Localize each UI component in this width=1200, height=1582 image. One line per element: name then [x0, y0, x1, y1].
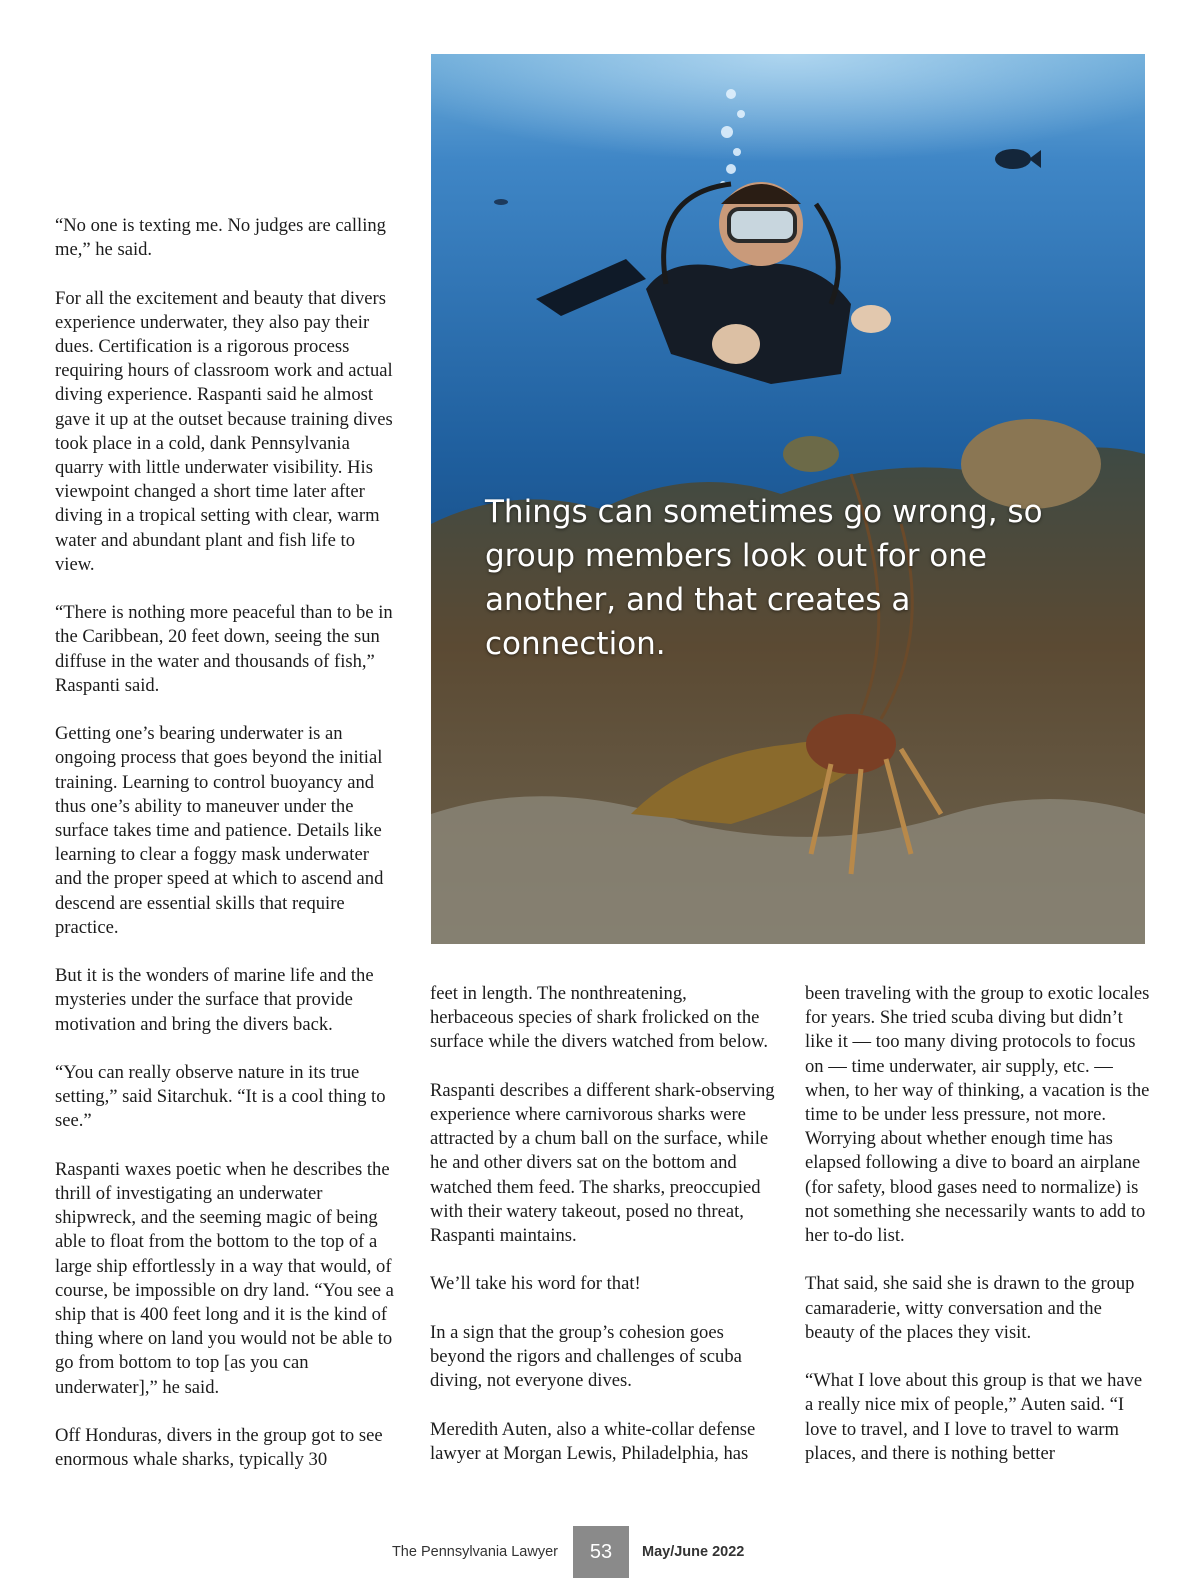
paragraph: In a sign that the group’s cohesion goes beyond the rigors and challenges of scuba diving, not everyone dives. [430, 1321, 742, 1392]
paragraph: “You can really observe nature in its true setting,” said Sitarchuk. “It is a cool thing to see.” [55, 1062, 386, 1132]
paragraph: For all the excitement and beauty that divers experience underwater, they also pay their dues. Certification is a rigorous process requiring hours of classroom work and actual diving experience. Raspanti said he almost gave it up at the outset because training dives took place in a cold, dank Pennsylvania quarry with little underwater visibility. His viewpoint changed a short time later after diving in a tropical setting with clear, warm water and abundant plant and fish life to view. [55, 287, 393, 575]
issue-date: May/June 2022 [642, 1544, 745, 1560]
paragraph: feet in length. The nonthreatening, herbaceous species of shark frolicked on the surface while the divers watched from below. [430, 983, 769, 1053]
paragraph: But it is the wonders of marine life and the mysteries under the surface that provide motivation and bring the divers back. [55, 965, 374, 1035]
paragraph: That said, she said she is drawn to the group camaraderie, witty conversation and the beauty of the places they visit. [805, 1273, 1135, 1343]
paragraph: Meredith Auten, also a white-collar defense lawyer at Morgan Lewis, Philadelphia, has [430, 1418, 756, 1464]
paragraph: “There is nothing more peaceful than to be in the Caribbean, 20 feet down, seeing the sun diffuse in the water and thousands of fish,” Raspanti said. [55, 602, 393, 696]
article-column-1 [55, 214, 395, 1497]
publication-name: The Pennsylvania Lawyer [391, 1544, 558, 1560]
article-column-2 [430, 982, 775, 1490]
paragraph: “No one is texting me. No judges are calling me,” he said. [55, 215, 386, 261]
paragraph: been traveling with the group to exotic locales for years. She tried scuba diving but didn’t like it — too many diving protocols to focus on — time underwater, air supply, etc. — when, to her way of thinking, a vacation is the time to be under less pressure, not more. Worrying about whether enough time has elapsed following a dive to board an airplane (for safety, blood gases need to normalize) is not something she necessarily wants to add to her to-do list. [805, 983, 1150, 1247]
paragraph: Raspanti waxes poetic when he describes the thrill of investigating an underwater shipwreck, and the seeming magic of being able to float from the bottom to the top of a large ship effortlessly in a way that would, of course, be impossible on dry land. “You see a ship that is 400 feet long and it is the kind of thing where on land you would not be able to go from bottom to top [as you can underwater],” he said. [55, 1158, 394, 1398]
page-footer [0, 1526, 1200, 1578]
paragraph: “What I love about this group is that we have a really nice mix of people,” Auten said. “I love to travel, and I love to travel to warm places, and there is nothing better [805, 1370, 1143, 1464]
paragraph: Getting one’s bearing underwater is an ongoing process that goes beyond the initial training. Learning to control buoyancy and thus one’s ability to maneuver under the surface takes time and patience. Details like learning to clear a foggy mask underwater and the proper speed at which to ascend and descend are essential skills that require practice. [55, 723, 384, 938]
article-column-3 [805, 982, 1150, 1490]
pull-quote: Things can sometimes go wrong, so group members look out for one another, and that creates a connection. [485, 494, 1043, 662]
page-number: 53 [573, 1526, 629, 1578]
paragraph: Off Honduras, divers in the group got to see enormous whale sharks, typically 30 [55, 1425, 383, 1471]
paragraph: We’ll take his word for that! [430, 1273, 641, 1295]
scuba-diver-photo [431, 54, 1145, 944]
paragraph: Raspanti describes a different shark-observing experience where carnivorous sharks were attracted by a chum ball on the surface, while he and other divers sat on the bottom and watched them feed. The sharks, preoccupied with their watery takeout, posed no threat, Raspanti maintains. [430, 1079, 775, 1247]
